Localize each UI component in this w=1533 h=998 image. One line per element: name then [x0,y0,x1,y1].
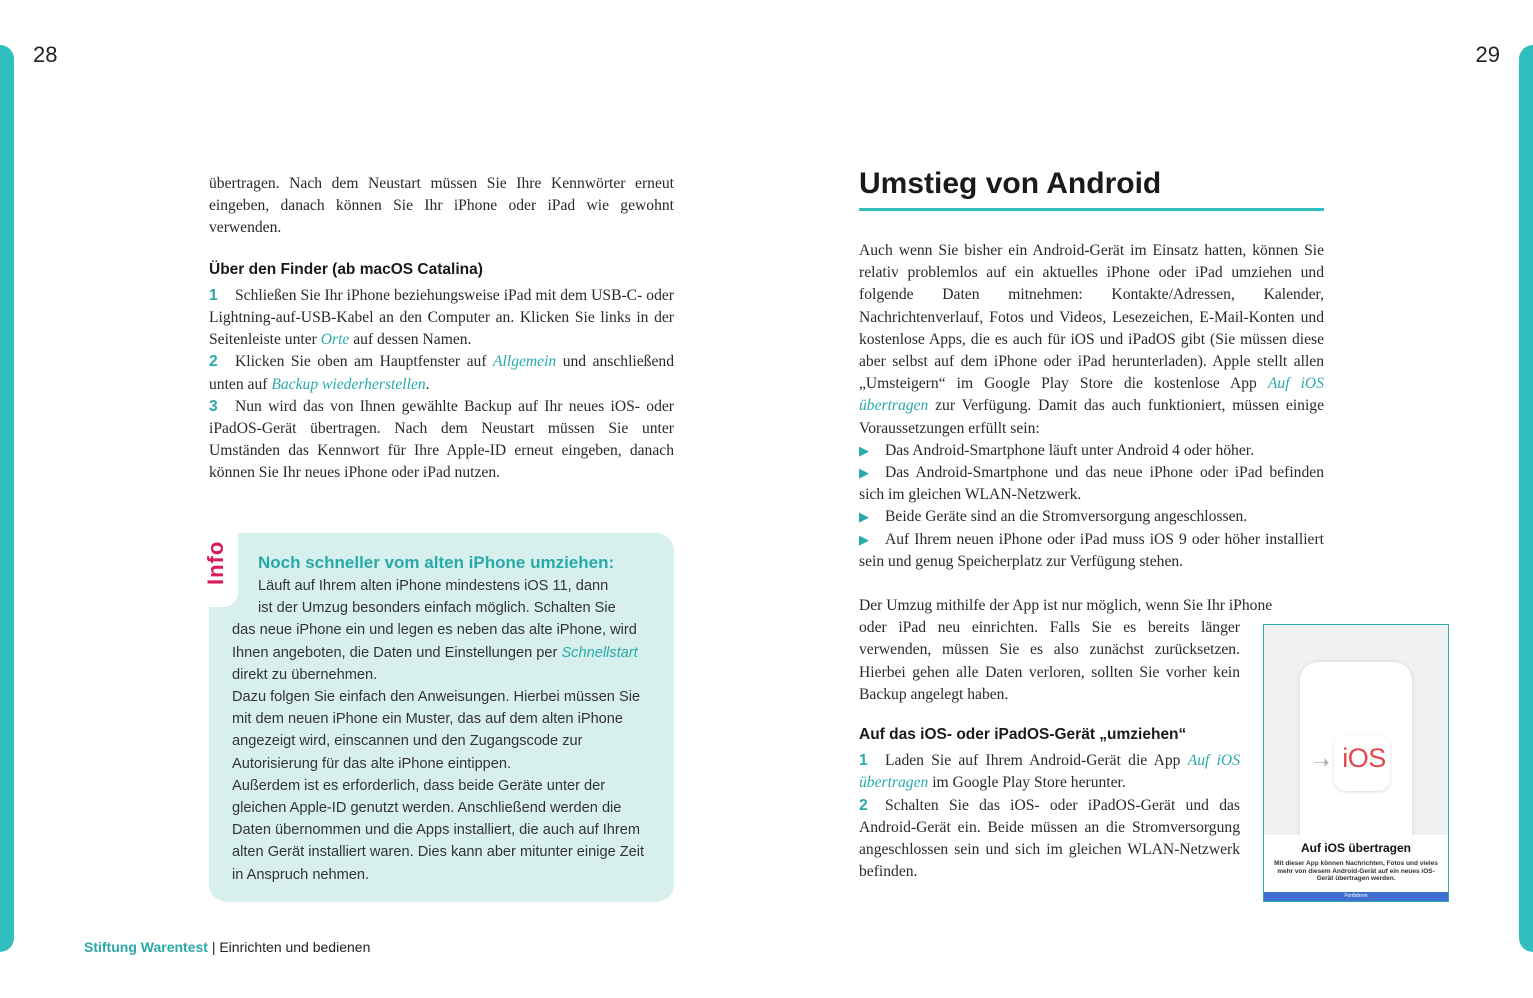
ios-logo: iOS [1342,743,1386,773]
page-number-left: 28 [33,42,58,67]
finder-step-2: 2 Klicken Sie oben am Hauptfenster auf Allgemein und anschließend unten auf Backup wiederherstellen. [209,353,674,393]
requirement-item: ▶ Das Android-Smartphone läuft unter Android 4 oder höher. [859,440,1324,462]
step-number: 2 [859,796,868,814]
finder-step-3: 3 Nun wird das von Ihnen gewählte Backup auf Ihr neues iOS- oder iPadOS-Gerät übertragen. Nach dem Neustart müssen Sie unter Umständen das Kennwort für Ihre Apple-ID erneut eingeben, danach können Sie Ihr neues iPhone oder iPad nutzen. [209,397,674,482]
reset-paragraph-line1: Der Umzug mithilfe der App ist nur möglich, wenn Sie Ihr iPhone [859,597,1273,615]
right-page-edge [1519,45,1533,952]
link-schnellstart[interactable]: Schnellstart [561,644,638,661]
info-paragraph-2: Dazu folgen Sie einfach den Anweisungen. Hierbei müssen Sie mit dem neuen iPhone ein Muster, das auf dem alten iPhone angezeigt wird, einscannen und den Zugangscode zur Autorisierung für das alte iPhone eintippen. [232,689,641,772]
info-title: Noch schneller vom alten iPhone umziehen: [258,553,615,572]
umziehen-step-1: 1 Laden Sie auf Ihrem Android-Gerät die App Auf iOS übertragen im Google Play Store herunter. [859,752,1240,792]
intro-paragraph: übertragen. Nach dem Neustart müssen Sie Ihre Kennwörter erneut eingeben, danach können Sie Ihr iPhone oder iPad wie gewohnt verwenden. [209,175,674,237]
footer [84,939,370,955]
triangle-bullet-icon: ▶ [859,531,869,547]
step-number: 3 [209,397,218,415]
link-auf-ios-uebertragen-step[interactable]: Auf iOS übertragen [859,752,1240,792]
info-paragraph-1: das neue iPhone ein und legen es neben das alte iPhone, wird Ihnen angeboten, die Daten und Einstellungen per Schnellstart direkt zu übernehmen. [232,622,638,683]
reset-paragraph: oder iPad neu einrichten. Falls Sie es bereits länger verwenden, müssen Sie es also zunächst zurücksetzen. Hierbei gehen alle Daten verloren, sollten Sie vorher kein Backup angelegt haben. [859,619,1240,703]
arrow-right-icon: ➝ [1313,750,1330,774]
finder-step-1: 1 Schließen Sie Ihr iPhone beziehungsweise iPad mit dem USB-C- oder Lightning-auf-USB-Kabel an den Computer an. Klicken Sie links in der Seitenleiste unter Orte auf dessen Namen. [209,286,674,349]
triangle-bullet-icon: ▶ [859,442,869,458]
screenshot-description: Mit dieser App können Nachrichten, Fotos und vieles mehr von diesem Android-Gerät auf ein neues iOS-Gerät übertragen werden. [1274,860,1438,882]
info-label: Info [203,540,228,586]
umziehen-heading: Auf das iOS- oder iPadOS-Gerät „umziehen“ [859,726,1187,744]
left-page-edge [0,45,14,952]
link-allgemein[interactable]: Allgemein [493,353,557,371]
app-screenshot [1263,624,1449,902]
link-backup-wiederherstellen[interactable]: Backup wiederherstellen [271,375,426,393]
page-number-right: 29 [1475,42,1500,67]
left-column [209,173,674,485]
footer-section: Einrichten und bedienen [219,939,371,955]
info-line-2: ist der Umzug besonders einfach möglich. Schalten Sie [258,600,616,617]
link-auf-ios-uebertragen[interactable]: Auf iOS übertragen [859,375,1324,415]
android-intro-paragraph: Auch wenn Sie bisher ein Android-Gerät im Einsatz hatten, können Sie relativ problemlos auf ein aktuelles iPhone oder iPad umziehen und folgende Daten mitnehmen: Kontakte/Adressen, Kalender, Nachrichtenverlauf, Fotos und Videos, Lesezeichen, E-Mail-Konten und kostenlose Apps, die es auch für iOS und iPadOS gibt (Sie müssen diese aber selbst auf dem iPhone oder iPad herunterladen). Apple stellt allen „Umsteigern“ im Google Play Store die kostenlose App Auf iOS übertragen zur Verfügung. Damit das auch funktioniert, müssen einige Voraussetzungen erfüllt sein: [859,242,1324,437]
requirement-item: ▶ Auf Ihrem neuen iPhone oder iPad muss iOS 9 oder höher installiert sein und genug Speicherplatz zur Verfügung stehen. [859,530,1324,570]
right-column [859,240,1324,883]
footer-brand: Stiftung Warentest [84,939,208,955]
finder-heading: Über den Finder (ab macOS Catalina) [209,260,483,278]
step-number: 1 [209,286,218,304]
screenshot-continue-button: Fortfahren [1264,892,1448,901]
section-title: Umstieg von Android [859,165,1324,211]
info-text [232,551,652,886]
requirement-item: ▶ Das Android-Smartphone und das neue iPhone oder iPad befinden sich im gleichen WLAN-Netzwerk. [859,464,1324,504]
info-paragraph-3: Außerdem ist es erforderlich, dass beide Geräte unter der gleichen Apple-ID genutzt werden. Anschließend werden die Daten übernommen und die Apps installiert, die auch auf Ihrem alten Gerät installiert waren. Dies kann aber mitunter einige Zeit in Anspruch nehmen. [232,777,645,883]
umziehen-step-2: 2 Schalten Sie das iOS- oder iPadOS-Gerät und das Android-Gerät ein. Beide müssen an die Stromversorgung angeschlossen sein und sich im gleichen WLAN-Netzwerk befinden. [859,796,1240,881]
requirement-item: ▶ Beide Geräte sind an die Stromversorgung angeschlossen. [859,506,1324,528]
triangle-bullet-icon: ▶ [859,509,869,525]
step-number: 2 [209,353,218,371]
screenshot-title: Auf iOS übertragen [1300,841,1411,855]
link-orte[interactable]: Orte [320,331,350,349]
info-line-1: Läuft auf Ihrem alten iPhone mindestens iOS 11, dann [258,578,609,594]
footer-separator: | [211,939,216,955]
triangle-bullet-icon: ▶ [859,465,869,481]
step-number: 1 [859,752,868,770]
